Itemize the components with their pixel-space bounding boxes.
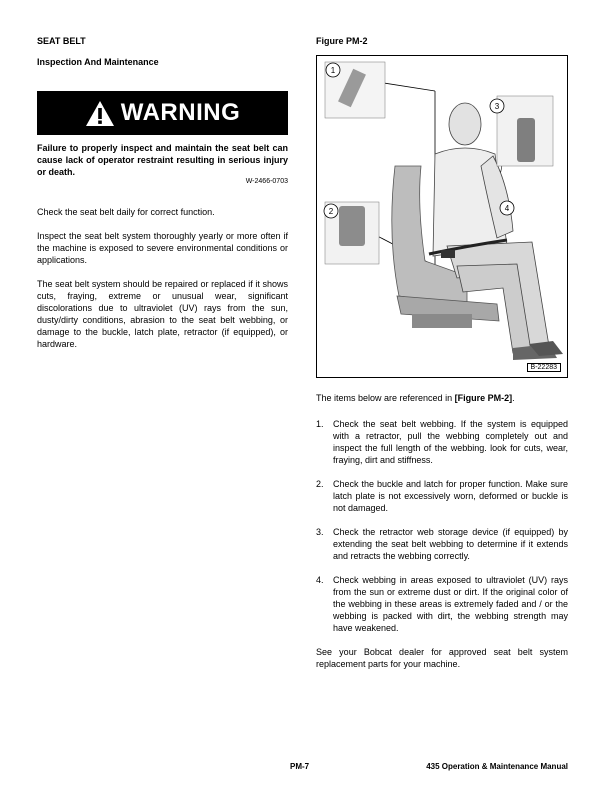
list-item-text: Check the retractor web storage device (if equipped) by extending the seat belt webbing to determine if it extends and retracts the webbing correctly. [333, 527, 568, 561]
list-item [316, 574, 568, 634]
warning-text: Failure to properly inspect and maintain the seat belt can cause lack of operator restraint resulting in serious injury or death. [37, 143, 288, 177]
list-item-text: Check the seat belt webbing. If the system is equipped with a retractor, pull the webbing completely out and inspect the full length of the webbing. look for cuts, wear, fraying, dirt and stiffness. [333, 419, 568, 465]
closing-paragraph: See your Bobcat dealer for approved seat belt system replacement parts for your machine. [316, 647, 568, 669]
list-item-number: 3. [316, 527, 324, 537]
subsection-title: Inspection And Maintenance [37, 57, 159, 67]
figure-pm-2 [316, 55, 568, 378]
callout-3: 3 [494, 102, 500, 111]
figure-reference: [Figure PM-2] [454, 393, 513, 403]
paragraph-daily-check: Check the seat belt daily for correct function. [37, 207, 215, 217]
paragraph-repair-replace: The seat belt system should be repaired or replaced if it shows cuts, fraying, extreme or unusual wear, significant discolorations due to ultraviolet (UV) rays from the sun, dusty/dirty conditions, abrasion to the seat belt webbing, or damage to the buckle, latch plate, retractor (if equipped), or hardware. [37, 279, 288, 349]
figure-code: B-22283 [527, 363, 561, 372]
list-item-text: Check the buckle and latch for proper function. Make sure latch plate is not excessively worn, deformed or buckle is not damaged. [333, 479, 568, 513]
callout-2: 2 [328, 207, 334, 216]
callout-1: 1 [330, 66, 336, 75]
paragraph-yearly-inspection: Inspect the seat belt system thoroughly yearly or more often if the machine is exposed to severe environmental conditions or applications. [37, 231, 288, 265]
warning-banner [37, 91, 288, 135]
list-item-text: Check webbing in areas exposed to ultraviolet (UV) rays from the sun or extreme dust or dirt. If the original color of the webbing in these areas is extremely faded and / or the webbing is packed with dirt, the webbing strength may have weakened. [333, 575, 568, 633]
list-item [316, 526, 568, 562]
list-item [316, 478, 568, 514]
warning-code: W-2466-0703 [245, 178, 288, 185]
figure-title: Figure PM-2 [316, 36, 368, 46]
section-title: SEAT BELT [37, 36, 86, 46]
items-intro-text: The items below are referenced in [316, 393, 455, 403]
list-item-number: 2. [316, 479, 324, 489]
page-number: PM-7 [290, 762, 310, 771]
warning-title: WARNING [120, 99, 241, 126]
items-intro [316, 392, 568, 404]
manual-title: 435 Operation & Maintenance Manual [426, 762, 568, 771]
list-item-number: 1. [316, 419, 324, 429]
operator-seat-illustration [317, 56, 567, 377]
callout-4: 4 [504, 204, 510, 213]
list-item-number: 4. [316, 575, 324, 585]
list-item [316, 418, 568, 466]
warning-triangle-icon [85, 100, 115, 127]
inspection-list [316, 418, 568, 646]
items-intro-suffix: . [512, 393, 515, 403]
